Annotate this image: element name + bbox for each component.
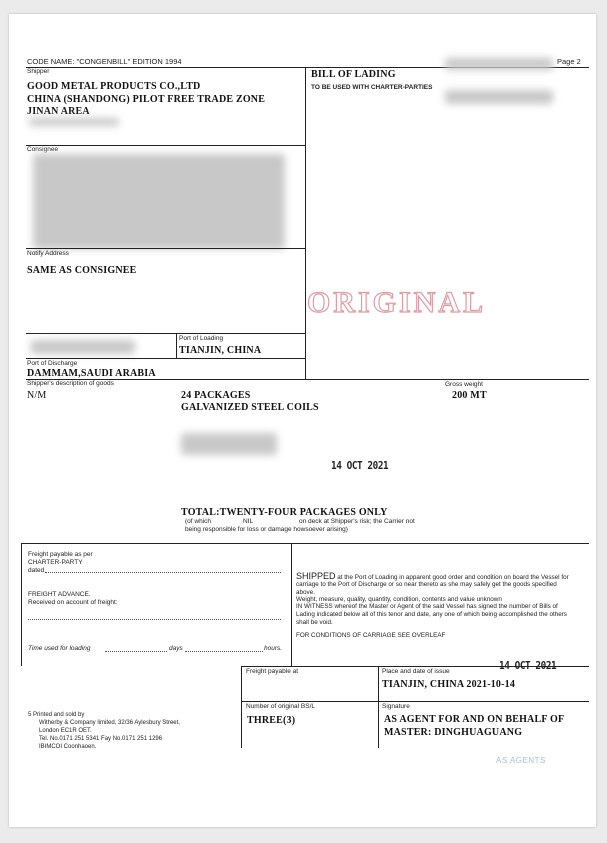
issue-box-middle — [241, 701, 589, 702]
shipper-line1: GOOD METAL PRODUCTS CO.,LTD — [27, 81, 201, 92]
shipped-line6: Lading indicated below all of this tenor and date, any one of which being accomplished the others — [296, 611, 567, 618]
of-which-label: (of which — [185, 518, 212, 525]
responsible-text: being responsible for loss or damage howsoever arising) — [185, 526, 348, 533]
document-title: BILL OF LADING — [311, 69, 396, 80]
total-packages: TOTAL:TWENTY-FOUR PACKAGES ONLY — [181, 507, 388, 518]
freight-advance: FREIGHT ADVANCE. — [28, 591, 91, 598]
shipped-line2: carriage to the Port of Discharge or so near thereto as she may safely get the goods specified — [296, 581, 557, 588]
issue-box-left — [241, 666, 242, 748]
shipped-text1: at the Port of Loading in apparent good order and condition on board the Vessel for — [335, 574, 569, 581]
place-date-value: TIANJIN, CHINA 2021-10-14 — [382, 679, 516, 690]
redacted-vessel — [31, 340, 135, 354]
shipped-word: SHIPPED — [296, 571, 336, 581]
goods-desc-label: Shipper's description of goods — [27, 380, 114, 387]
goods-packages: 24 PACKAGES — [181, 390, 251, 401]
code-name: CODE NAME: "CONGENBILL" EDITION 1994 — [27, 57, 182, 66]
freight-box-left — [21, 543, 22, 666]
notify-label: Notify Address — [27, 250, 69, 257]
issue-date-stamp: 14 OCT 2021 — [499, 659, 557, 672]
shipping-marks: N/M — [27, 390, 47, 401]
printed-by-2: Witherby & Company limited, 32/36 Aylesbury Street, — [39, 720, 180, 726]
shipper-label: Shipper — [27, 68, 50, 75]
received-on-account: Received on account of freight: — [28, 599, 118, 606]
printed-by-1: 5 Printed and sold by — [28, 712, 85, 718]
column-divider — [305, 67, 306, 379]
port-loading-label: Port of Loading — [179, 335, 224, 342]
number-originals-label: Number of original BS/L — [246, 703, 316, 710]
redacted-shipper — [29, 118, 119, 126]
issue-box-mid — [378, 666, 379, 748]
freight-box-top — [21, 543, 589, 544]
redacted-goods — [181, 433, 277, 455]
redacted-ref-2 — [445, 90, 553, 104]
time-used-label: Time used for loading — [28, 645, 91, 652]
agent-line2: MASTER: DINGHUAGUANG — [384, 727, 523, 738]
on-board-date-stamp: 14 OCT 2021 — [331, 459, 389, 472]
conditions-overleaf: FOR CONDITIONS OF CARRIAGE SEE OVERLEAF — [296, 632, 446, 639]
printed-by-3: London EC1R OET. — [39, 728, 92, 734]
shipped-line3: above. — [296, 589, 315, 596]
dated-label: dated — [28, 567, 45, 574]
gross-weight-label: Gross weight — [445, 381, 483, 388]
document-subtitle: TO BE USED WITH CHARTER-PARTIES — [311, 84, 433, 91]
number-originals-value: THREE(3) — [247, 715, 296, 726]
on-deck-text: on deck at Shipper's risk; the Carrier not — [299, 518, 415, 525]
printed-by-5: IBIMCOI Coonhaoen. — [39, 744, 97, 750]
goods-description: GALVANIZED STEEL COILS — [181, 402, 319, 413]
place-date-label: Place and date of issue — [382, 668, 450, 675]
shipped-line7: shall be void. — [296, 619, 333, 626]
shipped-line5: IN WITNESS whereof the Master or Agent of the said Vessel has signed the number of Bills of — [296, 603, 558, 610]
consignee-rule — [26, 145, 305, 146]
notify-rule — [26, 248, 305, 249]
agent-line1: AS AGENT FOR AND ON BEHALF OF — [384, 714, 565, 725]
notify-value: SAME AS CONSIGNEE — [27, 265, 137, 276]
gross-weight-value: 200 MT — [452, 390, 487, 401]
freight-box-right — [291, 543, 292, 666]
signature-label: Signature — [382, 703, 410, 710]
original-stamp: ORIGINAL — [307, 286, 487, 319]
shipped-line4: Weight, measure, quality, quantity, condition, contents and value unknown — [296, 596, 502, 603]
port-row-rule — [26, 333, 305, 334]
printed-by-4: Tel. No.0171 251 5341 Fay No.0171 251 1296 — [39, 736, 163, 742]
shipped-line1 — [296, 571, 569, 581]
time-used-line — [105, 651, 167, 652]
on-deck-nil: NIL — [243, 518, 254, 525]
consignee-label: Consignee — [27, 146, 59, 153]
redacted-consignee — [33, 154, 285, 249]
charter-party: CHARTER-PARTY — [28, 559, 83, 566]
freight-payable-at-label: Freight payable at — [246, 668, 299, 675]
days-label: days — [169, 645, 183, 652]
shipper-line2: CHINA (SHANDONG) PILOT FREE TRADE ZONE — [27, 94, 266, 105]
days-line — [185, 651, 263, 652]
as-agents-stamp: AS AGENTS — [496, 756, 546, 765]
discharge-rule — [26, 358, 305, 359]
freight-payable-label: Freight payable as per — [28, 551, 93, 558]
hours-label: hours. — [264, 645, 283, 652]
port-discharge-label: Port of Discharge — [27, 360, 78, 367]
port-discharge-value: DAMMAM,SAUDI ARABIA — [27, 368, 156, 379]
port-divider — [176, 333, 177, 358]
bill-of-lading-page — [9, 14, 596, 827]
page-number: Page 2 — [557, 57, 581, 66]
shipper-line3: JINAN AREA — [27, 106, 90, 117]
dated-line — [45, 572, 281, 573]
received-line — [28, 619, 281, 620]
port-loading-value: TIANJIN, CHINA — [179, 345, 262, 356]
redacted-ref — [445, 58, 553, 70]
